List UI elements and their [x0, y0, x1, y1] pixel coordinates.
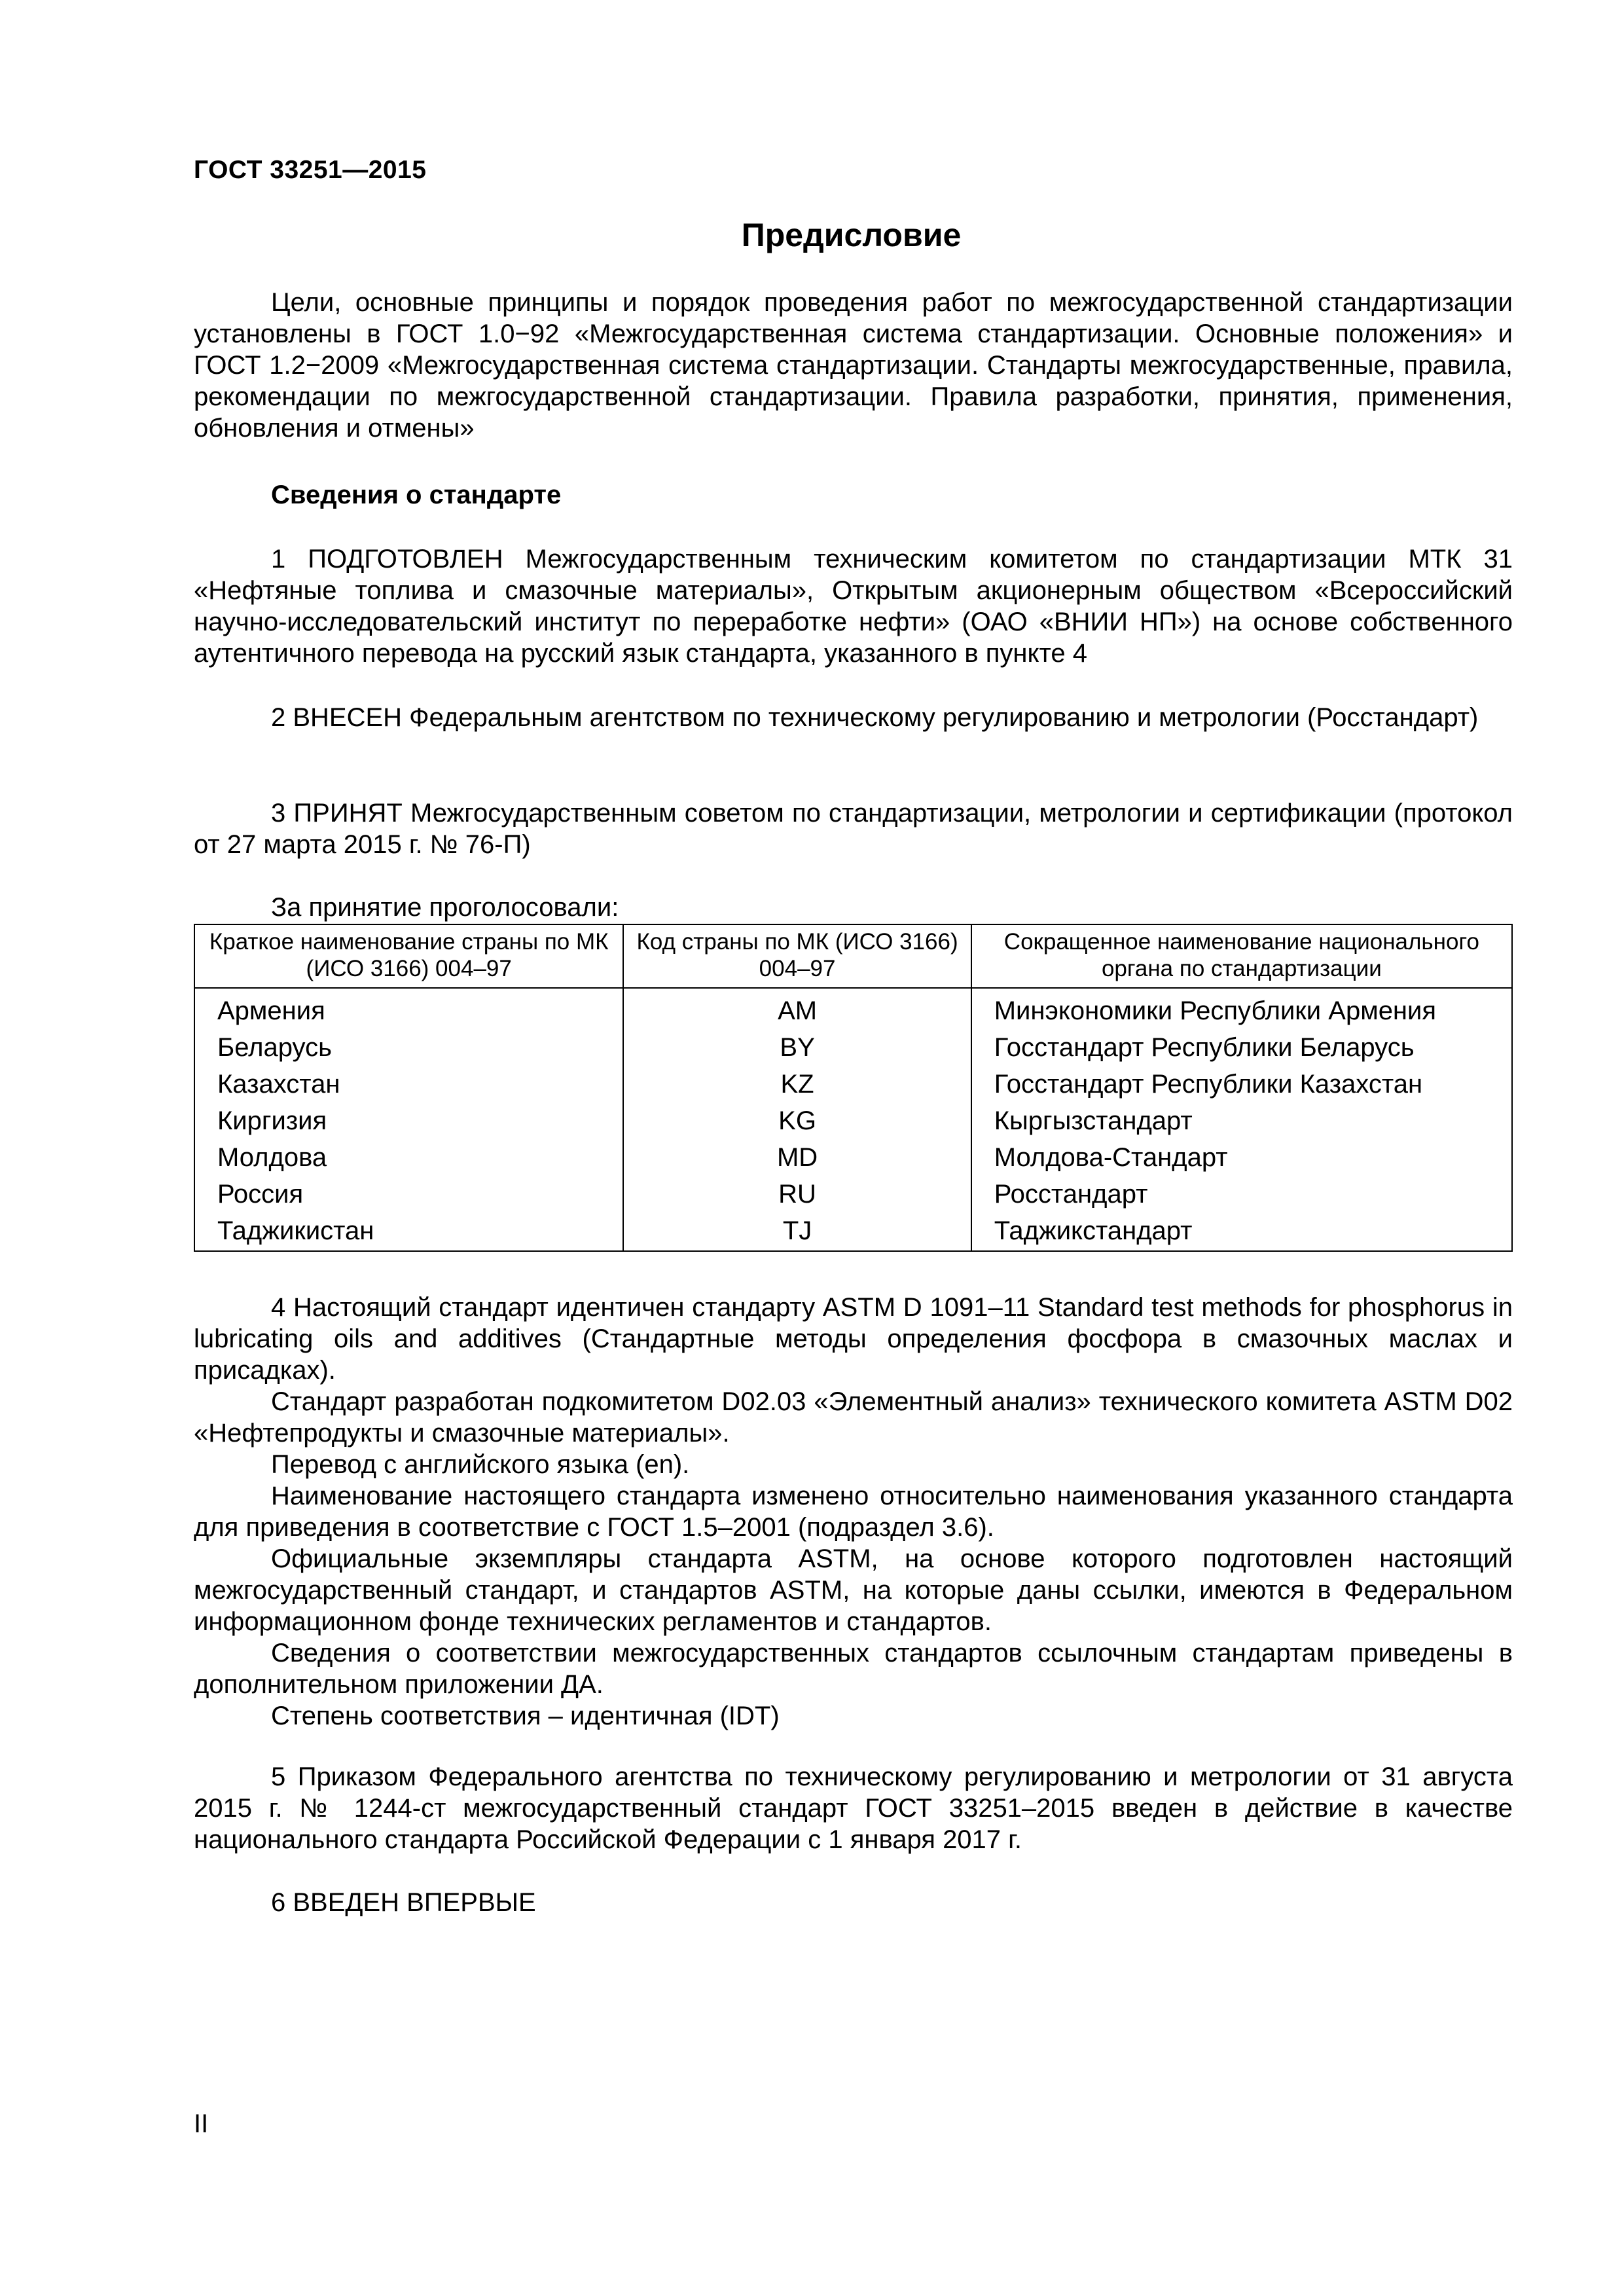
- country-code: BY: [623, 1029, 971, 1066]
- item-2-section: [194, 702, 1513, 733]
- national-body: Молдова-Стандарт: [971, 1139, 1512, 1176]
- table-row: [194, 1029, 1512, 1066]
- intro-paragraph: Цели, основные принципы и порядок проведения работ по межгосударственной стандартизации установлены в ГОСТ 1.0−92 «Межгосударственная система стандартизации. Основные положения» и ГОСТ 1.2−2009 «Межгосударственная система стандартизации. Стандарты межгосударственные, правила, рекомендации по межгосударственной стандартизации. Правила разработки, принятия, применения, обновления и отмены»: [194, 288, 1513, 443]
- table-row: [194, 1066, 1512, 1102]
- item-1-paragraph: 1 ПОДГОТОВЛЕН Межгосударственным техническим комитетом по стандартизации МТК 31 «Нефтяные топлива и смазочные материалы», Открытым акционерным обществом «Всероссийский научно-исследовательский институт по переработке нефти» (ОАО «ВНИИ НП») на основе собственного аутентичного перевода на русский язык стандарта, указанного в пункте 4: [194, 545, 1513, 668]
- table-row: [194, 1102, 1512, 1139]
- item-4-paragraph: 4 Настоящий стандарт идентичен стандарту ASTM D 1091–11 Standard test methods for phosphorus in lubricating oils and additives (Стандартные методы определения фосфора в смазочных маслах и присадках).: [194, 1293, 1513, 1385]
- country-code: KZ: [623, 1066, 971, 1102]
- country-name: Казахстан: [194, 1066, 623, 1102]
- item-3-paragraph: 3 ПРИНЯТ Межгосударственным советом по стандартизации, метрологии и сертификации (протокол от 27 марта 2015 г. № 76-П): [194, 799, 1513, 859]
- country-code: RU: [623, 1176, 971, 1212]
- country-code: MD: [623, 1139, 971, 1176]
- item-5-section: [194, 1761, 1513, 1855]
- item-1-section: [194, 543, 1513, 669]
- intro-section: [194, 287, 1513, 444]
- country-name: Беларусь: [194, 1029, 623, 1066]
- item-3-section: [194, 797, 1513, 860]
- national-body: Росстандарт: [971, 1176, 1512, 1212]
- item-4-name-change: Наименование настоящего стандарта изменено относительно наименования указанного стандарта для приведения в соответствие с ГОСТ 1.5–2001 (подраздел 3.6).: [194, 1482, 1513, 1542]
- item-4-correspondence: Сведения о соответствии межгосударственных стандартов ссылочным стандартам приведены в дополнительном приложении ДА.: [194, 1639, 1513, 1699]
- item-4-official-copies: Официальные экземпляры стандарта ASTM, на основе которого подготовлен настоящий межгосударственный стандарт, и стандартов ASTM, на которые даны ссылки, имеются в Федеральном информационном фонде технических регламентов и стандартов.: [194, 1544, 1513, 1636]
- voted-section: [194, 892, 1513, 923]
- item-4-developer: Стандарт разработан подкомитетом D02.03 «Элементный анализ» технического комитета ASTM D02 «Нефтепродукты и смазочные материалы».: [194, 1387, 1513, 1448]
- table-row: [194, 1212, 1512, 1251]
- country-name: Молдова: [194, 1139, 623, 1176]
- national-body: Кыргызстандарт: [971, 1102, 1512, 1139]
- item-4-section: [194, 1292, 1513, 1732]
- table-row: [194, 1139, 1512, 1176]
- item-2-paragraph: 2 ВНЕСЕН Федеральным агентством по техническому регулированию и метрологии (Росстандарт): [271, 703, 1479, 732]
- table-row: [194, 1176, 1512, 1212]
- table-header-country: Краткое наименование страны по МК (ИСО 3166) 004–97: [194, 924, 623, 988]
- national-body: Таджикстандарт: [971, 1212, 1512, 1251]
- table-header-code: Код страны по МК (ИСО 3166) 004–97: [623, 924, 971, 988]
- members-table-wrapper: [194, 924, 1513, 1252]
- national-body: Госстандарт Республики Беларусь: [971, 1029, 1512, 1066]
- page-number: II: [194, 2109, 209, 2138]
- national-body: Госстандарт Республики Казахстан: [971, 1066, 1512, 1102]
- country-code: TJ: [623, 1212, 971, 1251]
- table-header-row: [194, 924, 1512, 988]
- national-body: Минэкономики Республики Армения: [971, 988, 1512, 1029]
- page-title: Предисловие: [741, 217, 962, 253]
- country-code: KG: [623, 1102, 971, 1139]
- table-header-body: Сокращенное наименование национального органа по стандартизации: [971, 924, 1512, 988]
- item-4-language: Перевод с английского языка (en).: [271, 1450, 690, 1479]
- table-row: [194, 988, 1512, 1029]
- members-table: [194, 924, 1513, 1252]
- item-6-section: [194, 1887, 1513, 1918]
- item-4-degree: Степень соответствия – идентичная (IDT): [271, 1702, 780, 1730]
- country-name: Таджикистан: [194, 1212, 623, 1251]
- info-heading-section: [194, 479, 1513, 511]
- country-name: Киргизия: [194, 1102, 623, 1139]
- country-name: Армения: [194, 988, 623, 1029]
- document-code: ГОСТ 33251—2015: [194, 156, 427, 184]
- country-code: AM: [623, 988, 971, 1029]
- info-heading: Сведения о стандарте: [271, 481, 562, 509]
- item-5-paragraph: 5 Приказом Федерального агентства по техническому регулированию и метрологии от 31 августа 2015 г. № 1244-ст межгосударственный стандарт ГОСТ 33251–2015 введен в действие в качестве национального стандарта Российской Федерации с 1 января 2017 г.: [194, 1762, 1513, 1854]
- voted-label: За принятие проголосовали:: [271, 893, 619, 922]
- country-name: Россия: [194, 1176, 623, 1212]
- item-6-paragraph: 6 ВВЕДЕН ВПЕРВЫЕ: [271, 1888, 536, 1917]
